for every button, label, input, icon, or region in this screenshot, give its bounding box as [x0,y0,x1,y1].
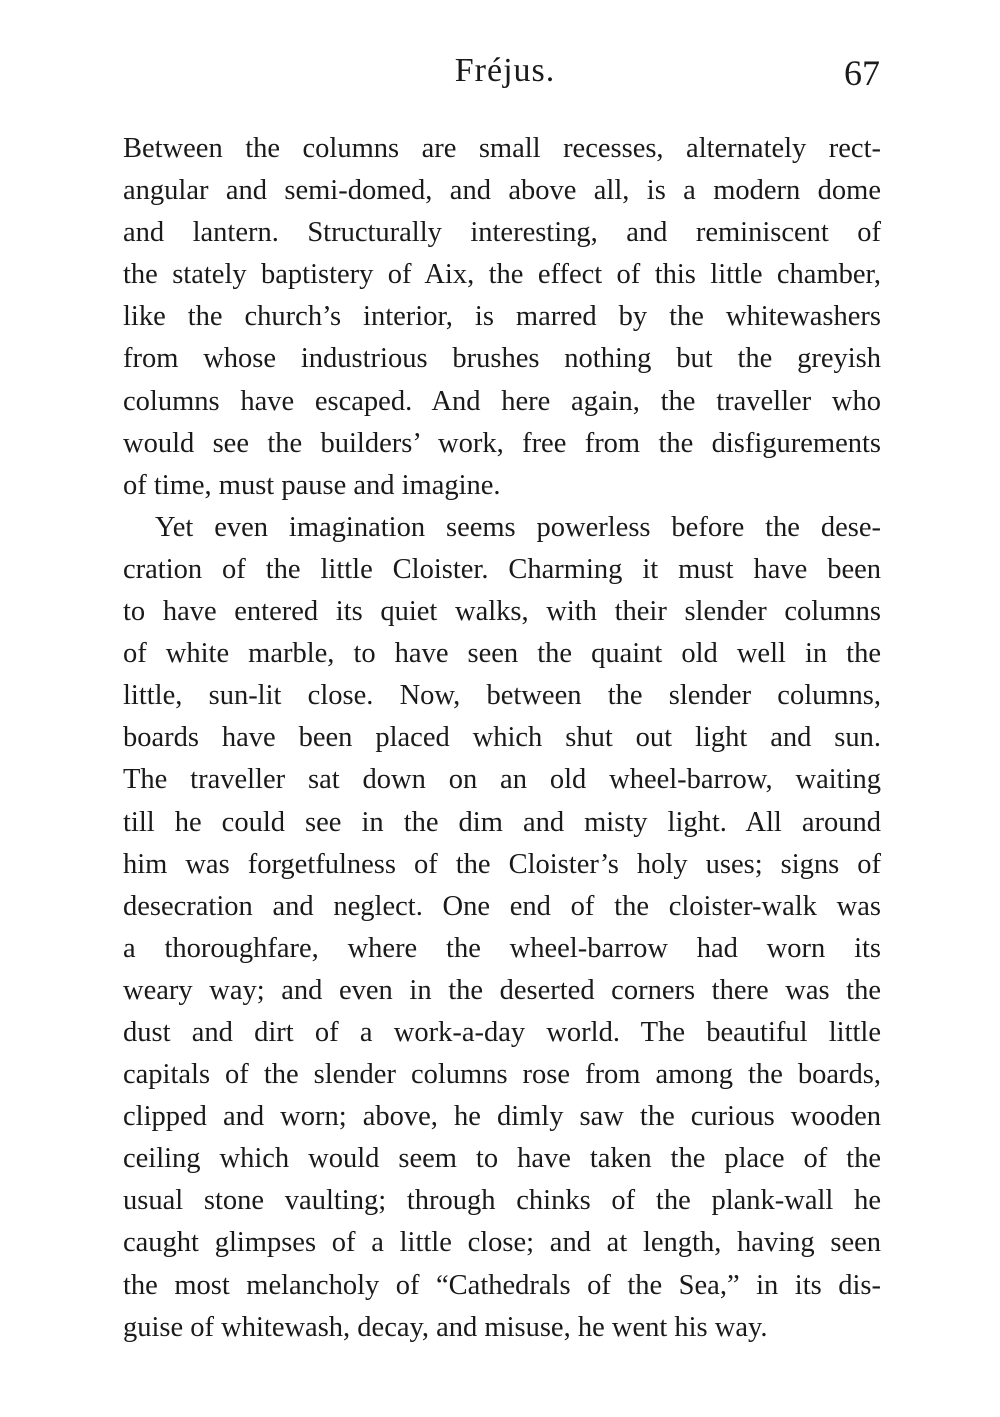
text-line: to have entered its quiet walks, with their slender columns [123,596,881,628]
text-line: desecration and neglect. One end of the cloister-walk was [123,890,881,922]
text-line: the most melancholy of “Cathedrals of the Sea,” in its dis- [123,1269,881,1301]
text-line: weary way; and even in the deserted corners there was the [123,974,881,1006]
text-line: and lantern. Structurally interesting, and reminiscent of [123,217,881,249]
text-line: Yet even imagination seems powerless before the dese- [155,511,881,543]
text-line: Between the columns are small recesses, alternately rect- [123,133,881,164]
text-line: clipped and worn; above, he dimly saw the curious wooden [123,1101,881,1133]
text-line: guise of whitewash, decay, and misuse, he went his way. [123,1311,768,1343]
text-line: ceiling which would seem to have taken the place of the [123,1143,881,1175]
text-line: The traveller sat down on an old wheel-barrow, waiting [123,764,881,796]
text-line: would see the builders’ work, free from the disfigurements [123,427,881,459]
text-line: of white marble, to have seen the quaint old well in the [123,638,881,670]
text-line: boards have been placed which shut out light and sun. [123,722,881,754]
text-line: cration of the little Cloister. Charming it must have been [123,553,881,585]
text-line: of time, must pause and imagine. [123,469,501,501]
text-line: capitals of the slender columns rose from among the boards, [123,1059,881,1091]
text-line: till he could see in the dim and misty light. All around [123,806,881,838]
text-line: dust and dirt of a work-a-day world. The beautiful little [123,1016,881,1048]
text-line: caught glimpses of a little close; and at length, having seen [123,1227,881,1259]
text-line: like the church’s interior, is marred by the whitewashers [123,301,881,333]
text-line: usual stone vaulting; through chinks of the plank-wall he [123,1185,881,1217]
text-line: a thoroughfare, where the wheel-barrow had worn its [123,932,881,964]
text-line: angular and semi-domed, and above all, is a modern dome [123,175,881,207]
page-number: 67 [844,53,880,93]
paragraph [123,507,881,1349]
body-text [123,128,881,1349]
running-title: Fréjus. [454,52,556,89]
text-line: columns have escaped. And here again, the traveller who [123,385,881,417]
running-head [0,52,1000,100]
text-line: little, sun-lit close. Now, between the slender columns, [123,680,881,712]
text-line: him was forgetfulness of the Cloister’s holy uses; signs of [123,848,881,880]
text-line: the stately baptistery of Aix, the effect of this little chamber, [123,259,881,291]
paragraph [123,128,881,507]
text-line: from whose industrious brushes nothing but the greyish [123,343,881,375]
